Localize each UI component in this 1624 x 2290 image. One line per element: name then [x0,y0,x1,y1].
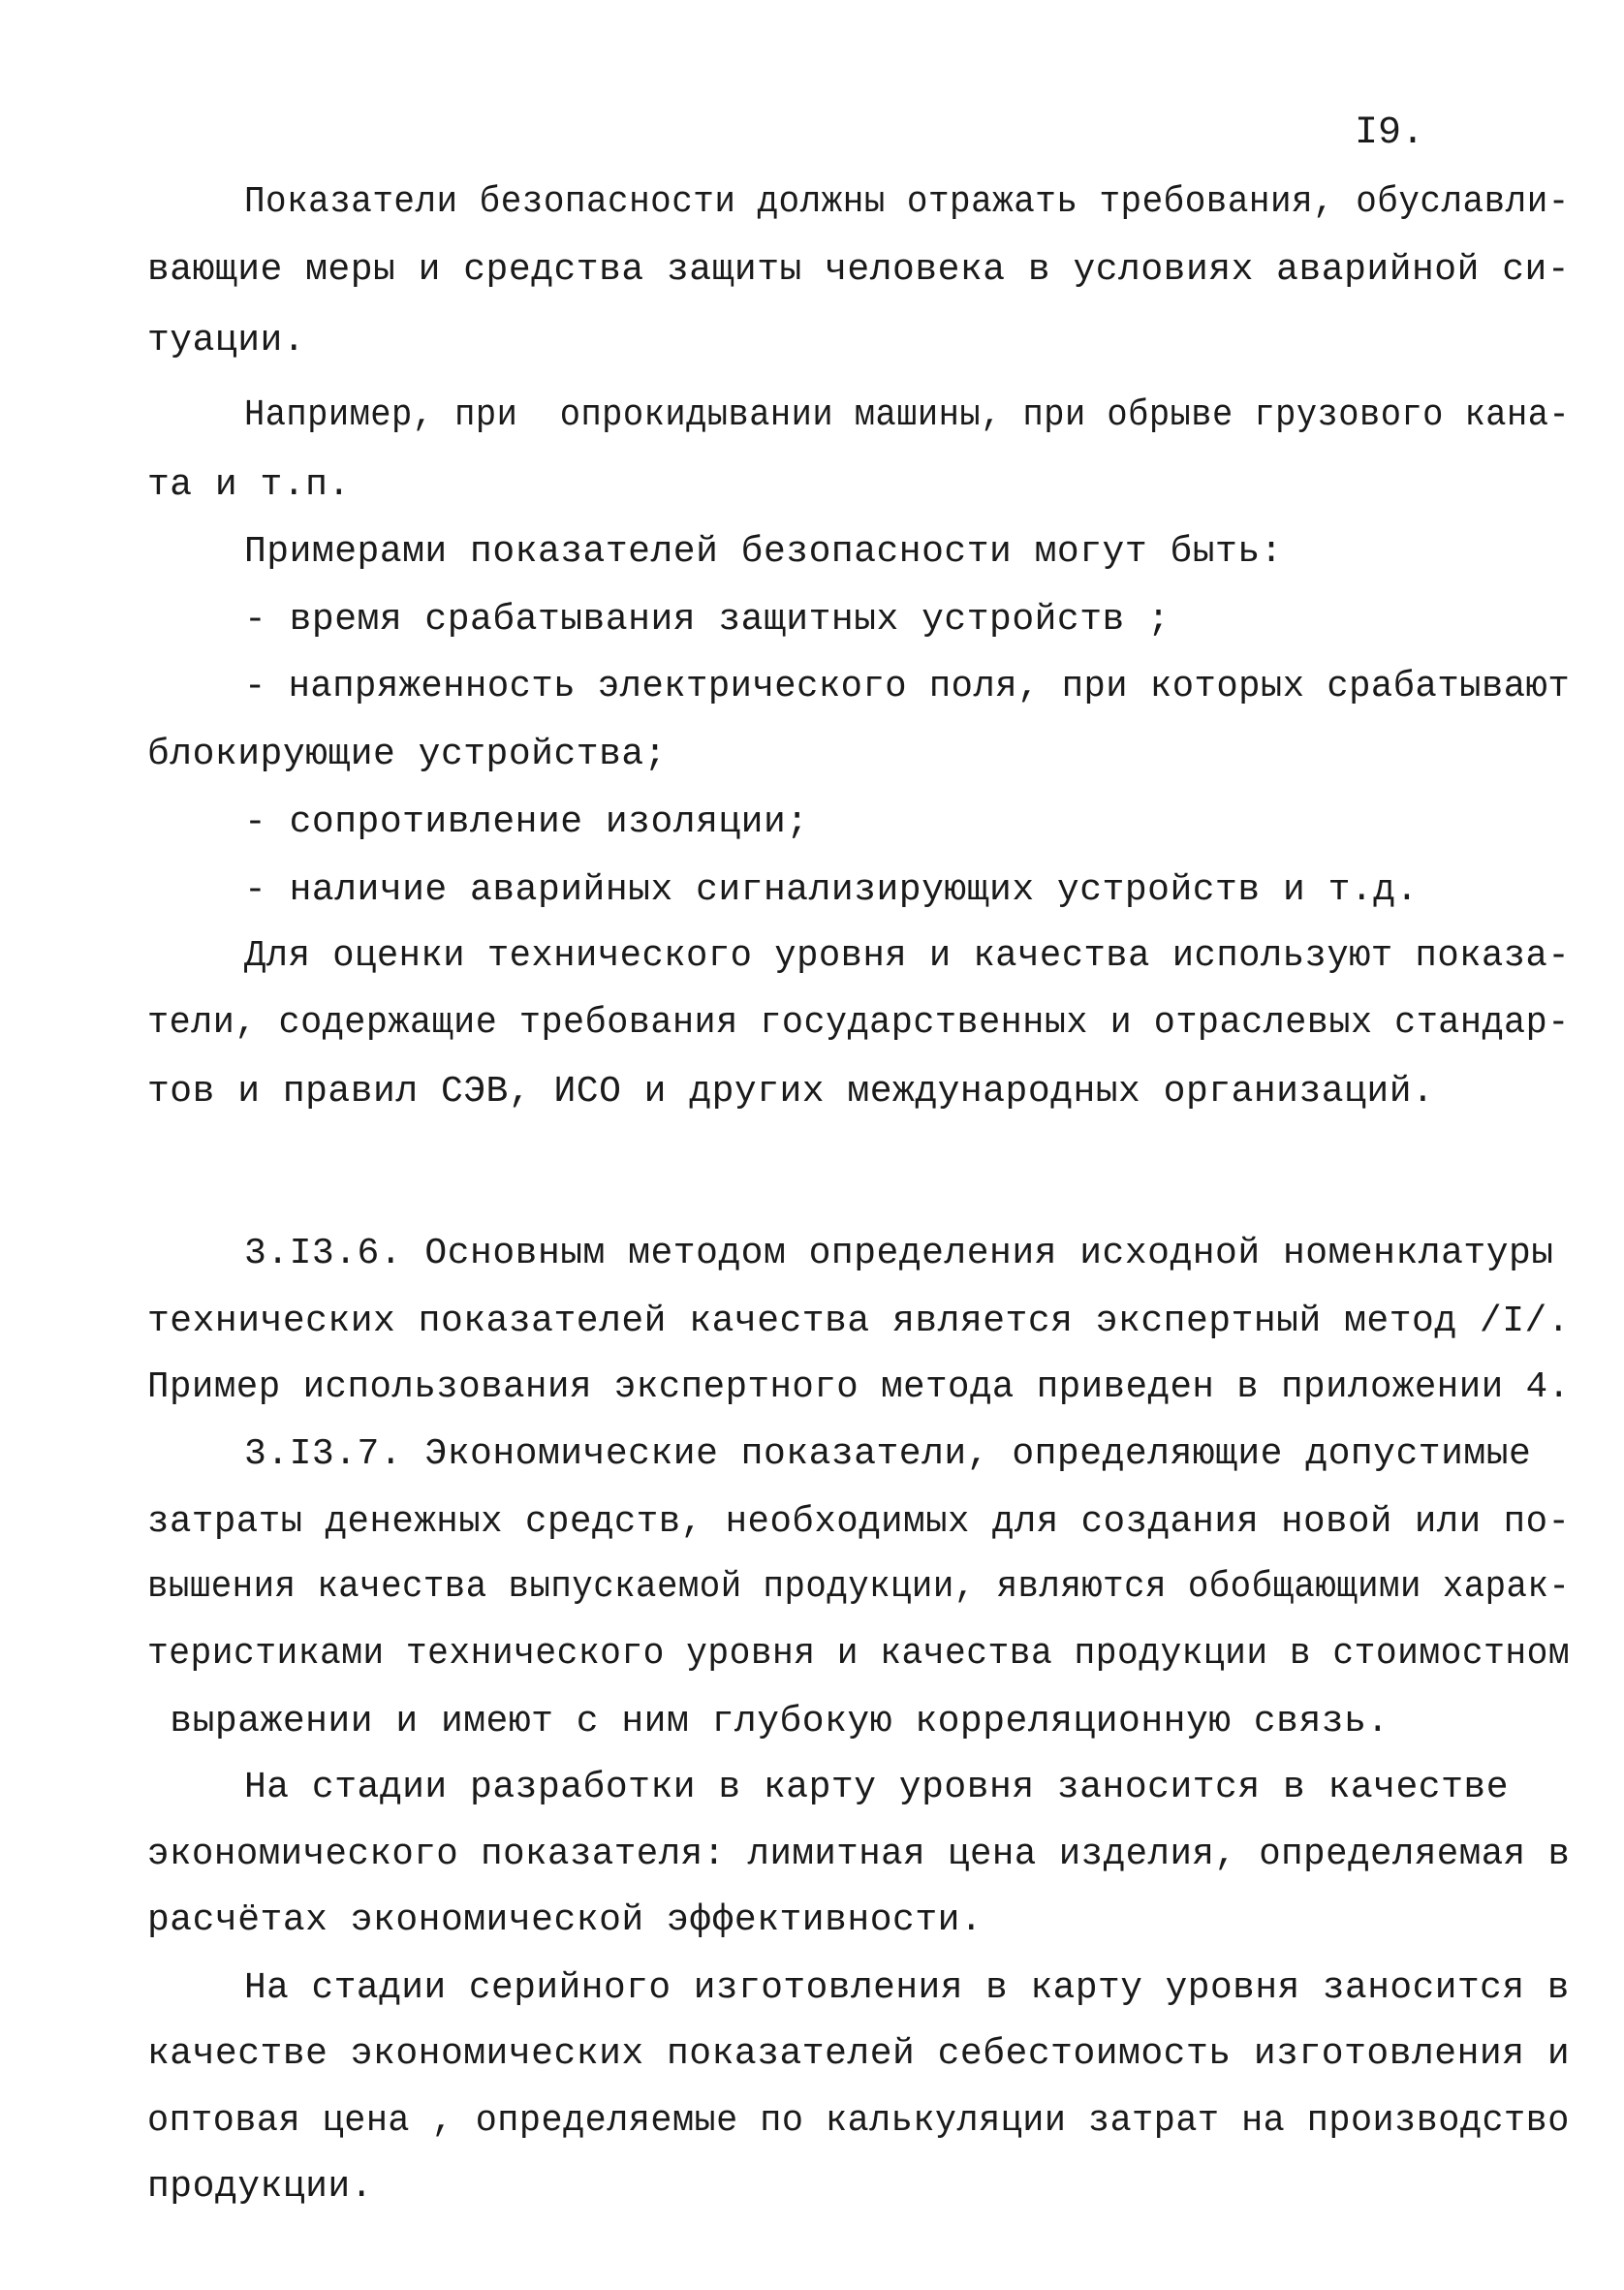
text-line: Для оценки технического уровня и качества используют показа- [244,935,1571,977]
text-line: качестве экономических показателей себестоимость изготовления и [147,2033,1571,2075]
text-line: Показатели безопасности должны отражать требования, обуславли- [244,181,1570,223]
text-line: вающие меры и средства защиты человека в условиях аварийной си- [147,249,1571,291]
text-line: - сопротивление изоляции; [244,801,809,843]
text-line: тов и правил СЭВ, ИСО и других международных организаций. [147,1071,1435,1113]
text-line: Примерами показателей безопасности могут быть: [244,531,1283,573]
text-line: продукции. [147,2166,374,2208]
text-line: технических показателей качества является экспертный метод /I/. [147,1301,1571,1342]
text-line: На стадии разработки в карту уровня заносится в качестве [244,1767,1510,1808]
page-number: I9. [1355,111,1425,155]
text-line: тели, содержащие требования государственных и отраслевых стандар- [147,1002,1570,1044]
text-line: На стадии серийного изготовления в карту уровня заносится в [244,1967,1570,2009]
text-line: 3.I3.7. Экономические показатели, определяющие допустимые [244,1433,1532,1475]
text-line: Пример использования экспертного метода приведен в приложении 4. [147,1366,1571,1408]
text-line: - время срабатывания защитных устройств ; [244,599,1171,641]
text-line: оптовая цена , определяемые по калькуляции затрат на производство [147,2100,1570,2142]
text-line: - напряженность электрического поля, при которых срабатывают [244,666,1571,707]
text-line: вышения качества выпускаемой продукции, являются обобщающими харак- [147,1566,1571,1608]
text-line: - наличие аварийных сигнализирующих устройств и т.д. [244,869,1419,911]
text-line: теристиками технического уровня и качества продукции в стоимостном [147,1633,1571,1675]
text-line: выражении и имеют с ним глубокую корреляционную связь. [147,1701,1390,1742]
text-line: затраты денежных средств, необходимых для создания новой или по- [147,1501,1571,1543]
text-line: туации. [147,320,306,361]
text-line: блокирующие устройства; [147,734,667,775]
text-line: Например, при опрокидывании машины, при обрыве грузового кана- [244,394,1571,436]
text-line: та и т.п. [147,464,351,506]
text-line: расчётах экономической эффективности. [147,1899,984,1941]
text-line: экономического показателя: лимитная цена изделия, определяемая в [147,1834,1571,1875]
text-line: 3.I3.6. Основным методом определения исходной номенклатуры [244,1233,1554,1274]
